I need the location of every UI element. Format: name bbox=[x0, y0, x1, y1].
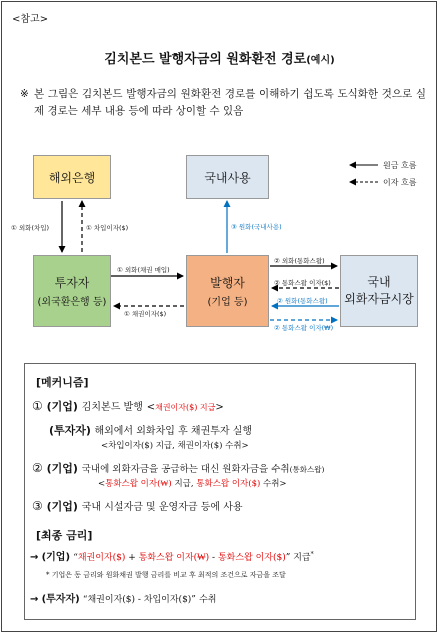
issuer-box bbox=[186, 255, 269, 327]
issuer-title: 발행자 bbox=[210, 276, 245, 290]
final-l1-arrow: → bbox=[30, 552, 39, 563]
market-line1: 국내 bbox=[367, 275, 391, 289]
swap-interest-won-label: ② 통화스왑 이자(₩) bbox=[274, 324, 334, 332]
final-l1-red3: 통화스왑 이자($) bbox=[217, 553, 286, 563]
step2-role: (기업) bbox=[46, 462, 78, 475]
loan-label: ① 외화(차입) bbox=[11, 224, 50, 232]
mechanism-box bbox=[24, 363, 416, 620]
final-l2-arrow: → bbox=[30, 594, 39, 605]
step1b-role: (투자자) bbox=[49, 424, 91, 437]
step1b-sub: <차입이자($) 지급, 채권이자($) 수취> bbox=[101, 441, 249, 451]
investor-title: 투자자 bbox=[54, 276, 90, 290]
market-box bbox=[340, 255, 418, 327]
bond-purchase-label: ① 외화(채권 매입) bbox=[117, 266, 170, 274]
step2-tail: (통화스왑) bbox=[289, 465, 325, 474]
final-l1-q1: “ bbox=[73, 553, 78, 563]
notice-text: 본 그림은 김치본드 발행자금의 원화환전 경로를 이해하기 쉽도록 도식화한 것으로 실제 경로는 세부 내용 등에 따라 상이할 수 있음 bbox=[34, 88, 426, 117]
legend-interest-label: 이자 흐름 bbox=[383, 178, 417, 187]
final-l1-formula bbox=[73, 553, 313, 563]
step2-sub-lt: < bbox=[98, 479, 106, 489]
notice-mark: ※ bbox=[20, 88, 29, 100]
foreign-bank-label: 해외은행 bbox=[48, 170, 96, 185]
step1-text: 김치본드 발행 bbox=[81, 402, 143, 413]
step1-gt: > bbox=[215, 402, 224, 413]
title-suffix: (예시) bbox=[306, 55, 335, 66]
legend-principal-label: 원금 흐름 bbox=[383, 161, 417, 170]
issuer-sub: (기업 등) bbox=[207, 297, 248, 308]
bond-interest-label: ① 채권이자($) bbox=[124, 310, 167, 318]
fx-swap-label: ② 외화(통화스왑) bbox=[274, 257, 325, 265]
step1-red: 채권이자($) 지급 bbox=[155, 403, 216, 412]
step1-role: (기업) bbox=[46, 400, 78, 413]
final-line2 bbox=[30, 590, 216, 605]
final-footnote: * 기업은 동 금리와 원화채권 발행 금리를 비교 후 최적의 조건으로 자금을 조달 bbox=[46, 571, 286, 579]
investor-box bbox=[33, 255, 111, 327]
mechanism-header: [메커니즘] bbox=[36, 376, 89, 389]
step3-text: 국내 시설자금 및 운영자금 등에 사용 bbox=[81, 502, 243, 513]
step3-line bbox=[32, 498, 243, 514]
foreign-bank-box bbox=[33, 155, 111, 199]
step1b-text: 해외에서 외화차입 후 채권투자 실행 bbox=[94, 426, 253, 437]
title-main: 김치본드 발행자금의 원화환전 경로 bbox=[104, 52, 307, 67]
final-l1-red1: 채권이자($) bbox=[77, 553, 126, 563]
note-tag: <참고> bbox=[12, 14, 49, 25]
step2-sub-mid: 지급, bbox=[171, 479, 197, 489]
final-l2-tail: 수취 bbox=[199, 595, 217, 605]
step2-line bbox=[32, 460, 324, 476]
step2-num: ② bbox=[32, 461, 43, 475]
final-l2-text: “채권이자($) - 차입이자($)” bbox=[82, 595, 196, 605]
won-domestic-label: ③ 원화(국내사용) bbox=[231, 223, 282, 231]
step2-sub-red1: 통화스왑 이자(₩) bbox=[105, 479, 172, 489]
final-line1 bbox=[30, 548, 314, 563]
step2-sub bbox=[98, 477, 287, 489]
final-l1-star: * bbox=[310, 551, 314, 558]
loan-interest-label: ① 차입이자($) bbox=[86, 224, 129, 232]
step2-sub-end: 수취> bbox=[260, 479, 287, 489]
final-l1-minus: - bbox=[209, 553, 218, 563]
step1-num: ① bbox=[32, 399, 43, 413]
investor-sub: (외국환은행 등) bbox=[37, 297, 107, 308]
domestic-use-label: 국내사용 bbox=[204, 170, 251, 185]
final-header: [최종 금리] bbox=[36, 529, 93, 542]
step2-text: 국내에 외화자금을 공급하는 대신 원화자금을 수취 bbox=[81, 464, 290, 475]
domestic-use-box bbox=[186, 155, 269, 199]
step2-sub-red2: 통화스왑 이자($) bbox=[196, 479, 261, 489]
final-l1-red2: 통화스왑 이자(₩) bbox=[138, 553, 210, 563]
swap-interest-usd-label: ② 통화스왑 이자($) bbox=[274, 279, 331, 287]
won-swap-label: ② 원화(통화스왑) bbox=[277, 297, 328, 305]
final-l1-plus: + bbox=[125, 553, 139, 563]
final-l1-tail: 지급 bbox=[293, 553, 311, 563]
final-l1-q2: ” bbox=[285, 553, 291, 563]
step1-line bbox=[32, 398, 224, 414]
step3-num: ③ bbox=[32, 499, 43, 513]
market-line2: 외화자금시장 bbox=[344, 292, 414, 306]
step1b-line bbox=[49, 422, 252, 438]
final-l1-role: (기업) bbox=[41, 552, 71, 563]
step3-role: (기업) bbox=[46, 500, 78, 513]
final-l2-role: (투자자) bbox=[41, 594, 80, 605]
step1-lt: < bbox=[146, 402, 156, 413]
